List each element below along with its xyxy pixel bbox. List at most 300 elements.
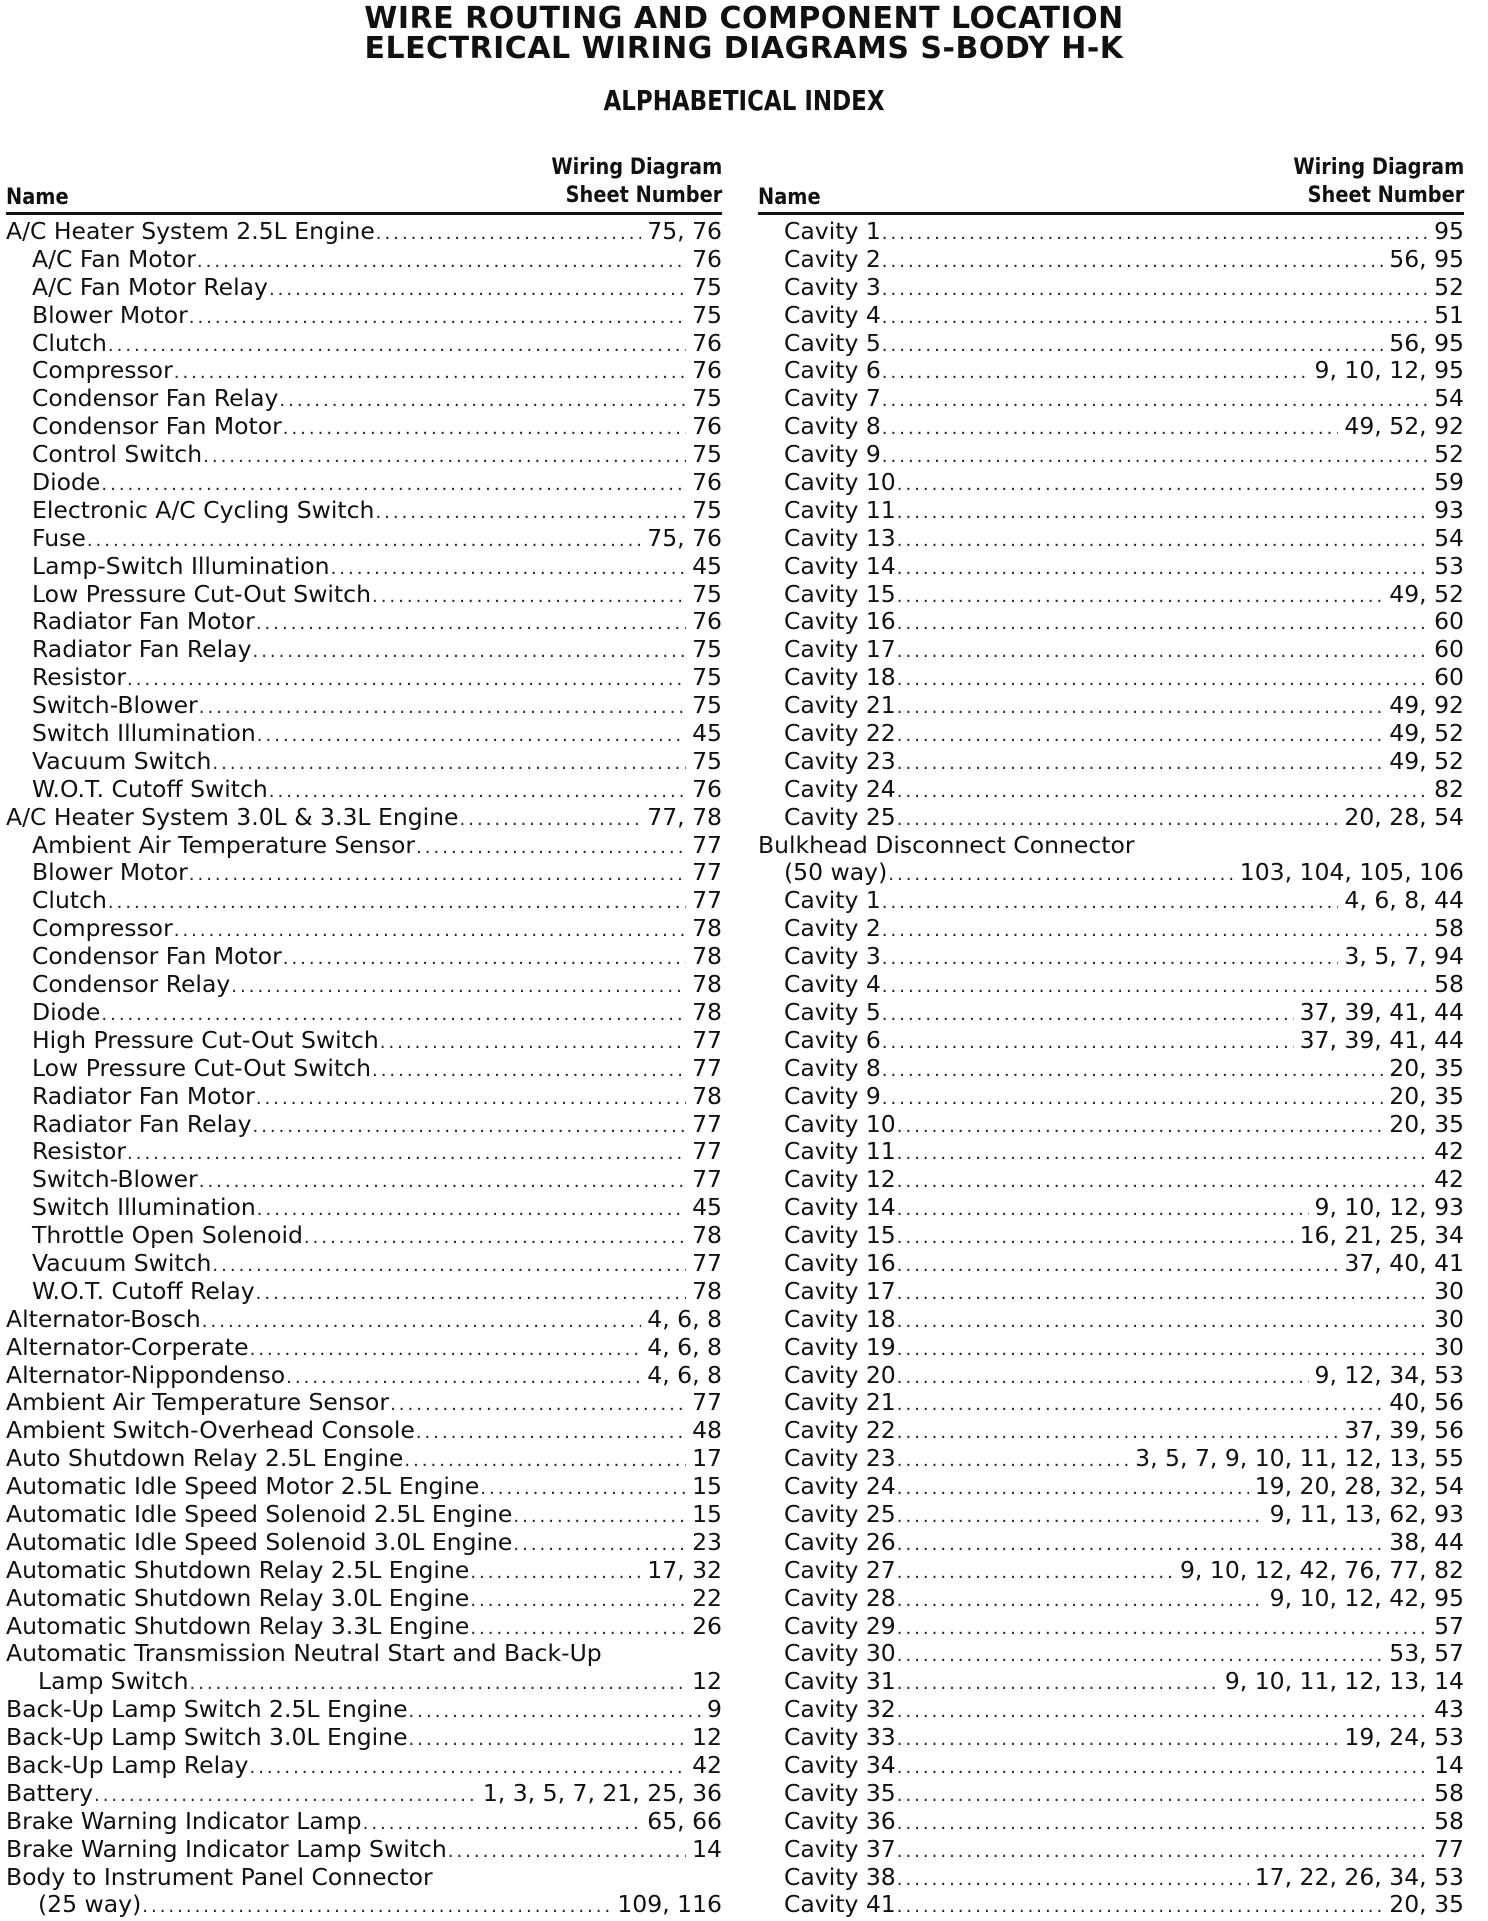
- entry-sheet-numbers: 76: [692, 356, 722, 385]
- index-entry: [758, 1891, 1464, 1919]
- dot-leader: [127, 666, 686, 694]
- entry-sheet-numbers: 76: [692, 774, 722, 803]
- entry-sheet-numbers: 76: [692, 607, 722, 636]
- entry-sheet-numbers: 77: [1434, 1834, 1464, 1863]
- index-entry: [758, 636, 1464, 664]
- sheet-number-column-heading: [551, 154, 722, 210]
- index-entry: [758, 413, 1464, 441]
- dot-leader: [189, 861, 686, 889]
- name-column-heading: Name: [6, 185, 69, 210]
- entry-name: Cavity 38: [784, 1862, 896, 1891]
- entry-name: Cavity 3: [784, 942, 881, 971]
- entry-name: Electronic A/C Cycling Switch: [32, 495, 375, 524]
- entry-sheet-numbers: 9: [707, 1695, 722, 1724]
- entry-sheet-numbers: 38, 44: [1389, 1527, 1464, 1556]
- index-entry: [6, 943, 722, 971]
- index-entry: [758, 246, 1464, 274]
- entry-sheet-numbers: 60: [1434, 663, 1464, 692]
- index-entry: [758, 1306, 1464, 1334]
- entry-sheet-numbers: 75: [692, 272, 722, 301]
- entry-name: Cavity 26: [784, 1527, 896, 1556]
- entry-sheet-numbers: 20, 35: [1389, 1053, 1464, 1082]
- entry-sheet-numbers: 77: [692, 1248, 722, 1277]
- dot-leader: [257, 722, 686, 750]
- index-entry: [758, 441, 1464, 469]
- entry-sheet-numbers: 4, 6, 8, 44: [1344, 886, 1464, 915]
- dot-leader: [897, 1642, 1384, 1670]
- entry-name: Cavity 28: [784, 1583, 896, 1612]
- entry-sheet-numbers: 20, 35: [1389, 1890, 1464, 1919]
- index-entry: [6, 385, 722, 413]
- entry-sheet-numbers: 19, 20, 28, 32, 54: [1254, 1472, 1464, 1501]
- dot-leader: [897, 1168, 1428, 1196]
- dot-leader: [256, 610, 686, 638]
- entry-name: Low Pressure Cut-Out Switch: [32, 579, 371, 608]
- page-title-line-2: ELECTRICAL WIRING DIAGRAMS S-BODY H-K: [364, 31, 1124, 66]
- index-entry: [6, 469, 722, 497]
- dot-leader: [897, 583, 1384, 611]
- index-entry: [6, 553, 722, 581]
- dot-leader: [375, 499, 686, 527]
- entry-name: Ambient Switch-Overhead Console: [6, 1416, 415, 1445]
- right-entry-list: [758, 218, 1464, 1919]
- entry-sheet-numbers: 77: [692, 1053, 722, 1082]
- entry-name: Alternator-Bosch: [6, 1304, 201, 1333]
- index-entry: [758, 1055, 1464, 1083]
- dot-leader: [470, 1559, 641, 1587]
- entry-sheet-numbers: 53: [1434, 551, 1464, 580]
- dot-leader: [249, 1754, 686, 1782]
- index-entry: [6, 692, 722, 720]
- entry-sheet-numbers: 16, 21, 25, 34: [1299, 1221, 1464, 1250]
- index-entry: [758, 1752, 1464, 1780]
- dot-leader: [882, 945, 1339, 973]
- index-entry: [758, 1585, 1464, 1613]
- index-entry: [6, 497, 722, 525]
- entry-sheet-numbers: 17, 22, 26, 34, 53: [1254, 1862, 1464, 1891]
- dot-leader: [882, 973, 1428, 1001]
- entry-name: Cavity 9: [784, 1081, 881, 1110]
- index-entry: [6, 1111, 722, 1139]
- entry-name: Condensor Relay: [32, 970, 231, 999]
- header-rule: [6, 212, 722, 215]
- entry-sheet-numbers: 4, 6, 8: [647, 1304, 722, 1333]
- entry-name: Cavity 4: [784, 970, 881, 999]
- entry-name: Cavity 2: [784, 244, 881, 273]
- index-entry: [6, 218, 722, 246]
- index-entry: [6, 1808, 722, 1836]
- entry-name: Cavity 18: [784, 1304, 896, 1333]
- dot-leader: [897, 471, 1428, 499]
- entry-sheet-numbers: 57: [1434, 1611, 1464, 1640]
- index-entry: [758, 915, 1464, 943]
- entry-sheet-numbers: 82: [1434, 774, 1464, 803]
- entry-name: Cavity 11: [784, 1137, 896, 1166]
- entry-sheet-numbers: 77: [692, 886, 722, 915]
- entry-name: Cavity 8: [784, 1053, 881, 1082]
- entry-sheet-numbers: 48: [692, 1416, 722, 1445]
- index-entry: [758, 385, 1464, 413]
- index-entry: [6, 1055, 722, 1083]
- entry-sheet-numbers: 37, 40, 41: [1344, 1248, 1464, 1277]
- index-entry: [758, 1864, 1464, 1892]
- entry-sheet-numbers: 9, 10, 12, 42, 76, 77, 82: [1179, 1555, 1464, 1584]
- entry-name: Condensor Fan Motor: [32, 942, 282, 971]
- index-entry: [758, 469, 1464, 497]
- entry-name: Cavity 16: [784, 607, 896, 636]
- index-entry: [6, 887, 722, 915]
- index-entry: [758, 525, 1464, 553]
- entry-name: Vacuum Switch: [32, 746, 212, 775]
- sheet-heading-line-2: Sheet Number: [1307, 183, 1464, 208]
- entry-name: Cavity 25: [784, 1499, 896, 1528]
- index-entry: [6, 636, 722, 664]
- index-entry: [758, 330, 1464, 358]
- index-entry: [758, 1640, 1464, 1668]
- entry-name: Cavity 8: [784, 412, 881, 441]
- index-entry: [758, 497, 1464, 525]
- index-entry: [758, 1557, 1464, 1585]
- dot-leader: [380, 1029, 686, 1057]
- index-entry: [758, 971, 1464, 999]
- index-entry: [6, 748, 722, 776]
- index-entry: [6, 1194, 722, 1222]
- entry-name: Automatic Idle Speed Motor 2.5L Engine: [6, 1472, 480, 1501]
- entry-name: Cavity 20: [784, 1360, 896, 1389]
- dot-leader: [897, 722, 1384, 750]
- dot-leader: [363, 1810, 642, 1838]
- entry-name: Cavity 13: [784, 523, 896, 552]
- index-entry: [6, 1166, 722, 1194]
- entry-sheet-numbers: 26: [692, 1611, 722, 1640]
- dot-leader: [897, 1670, 1219, 1698]
- right-index-column: [758, 150, 1464, 1919]
- entry-name: Radiator Fan Relay: [32, 635, 252, 664]
- entry-name: Cavity 1: [784, 886, 881, 915]
- entry-sheet-numbers: 65, 66: [647, 1806, 722, 1835]
- entry-name: Diode: [32, 468, 101, 497]
- entry-name: Fuse: [32, 523, 86, 552]
- entry-sheet-numbers: 49, 52: [1389, 746, 1464, 775]
- dot-leader: [897, 1196, 1309, 1224]
- index-entry: [758, 887, 1464, 915]
- entry-sheet-numbers: 1, 3, 5, 7, 21, 25, 36: [482, 1778, 722, 1807]
- dot-leader: [416, 1419, 686, 1447]
- index-entry: [6, 581, 722, 609]
- dot-leader: [882, 332, 1383, 360]
- dot-leader: [372, 1057, 686, 1085]
- entry-name: Diode: [32, 997, 101, 1026]
- entry-name: Alternator-Corperate: [6, 1332, 249, 1361]
- entry-sheet-numbers: 14: [1434, 1750, 1464, 1779]
- index-entry: [6, 1780, 722, 1808]
- entry-sheet-numbers: 9, 10, 11, 12, 13, 14: [1224, 1667, 1464, 1696]
- entry-name: Cavity 11: [784, 495, 896, 524]
- entry-sheet-numbers: 56, 95: [1389, 328, 1464, 357]
- dot-leader: [897, 1587, 1264, 1615]
- entry-name: Cavity 3: [784, 272, 881, 301]
- index-entry: [6, 1027, 722, 1055]
- index-entry: [6, 1724, 722, 1752]
- entry-sheet-numbers: 93: [1434, 495, 1464, 524]
- index-entry: [758, 748, 1464, 776]
- entry-sheet-numbers: 45: [692, 1193, 722, 1222]
- entry-sheet-numbers: 3, 5, 7, 94: [1344, 942, 1464, 971]
- dot-leader: [202, 1308, 641, 1336]
- entry-name: Automatic Shutdown Relay 2.5L Engine: [6, 1555, 470, 1584]
- index-entry: [6, 1529, 722, 1557]
- entry-name: Cavity 6: [784, 356, 881, 385]
- dot-leader: [897, 1559, 1174, 1587]
- dot-leader: [897, 527, 1428, 555]
- entry-name: Back-Up Lamp Relay: [6, 1750, 249, 1779]
- entry-name: Cavity 5: [784, 328, 881, 357]
- dot-leader: [882, 1001, 1294, 1029]
- entry-sheet-numbers: 45: [692, 719, 722, 748]
- dot-leader: [897, 1893, 1384, 1921]
- entry-sheet-numbers: 78: [692, 1276, 722, 1305]
- entry-name: Switch Illumination: [32, 1193, 256, 1222]
- entry-sheet-numbers: 77, 78: [647, 802, 722, 831]
- index-entry: [6, 1362, 722, 1390]
- index-entry: [6, 413, 722, 441]
- entry-name: Cavity 27: [784, 1555, 896, 1584]
- index-entry: [6, 1836, 722, 1864]
- entry-name: Cavity 2: [784, 914, 881, 943]
- index-entry: [758, 1696, 1464, 1724]
- entry-sheet-numbers: 20, 35: [1389, 1081, 1464, 1110]
- entry-sheet-numbers: 45: [692, 551, 722, 580]
- entry-sheet-numbers: 17, 32: [647, 1555, 722, 1584]
- entry-sheet-numbers: 58: [1434, 970, 1464, 999]
- dot-leader: [376, 220, 641, 248]
- dot-leader: [189, 1670, 686, 1698]
- dot-leader: [882, 220, 1428, 248]
- entry-name: Throttle Open Solenoid: [32, 1221, 303, 1250]
- entry-name: Switch-Blower: [32, 1165, 198, 1194]
- entry-sheet-numbers: 49, 52: [1389, 719, 1464, 748]
- entry-name: Blower Motor: [32, 858, 188, 887]
- entry-name: Automatic Shutdown Relay 3.3L Engine: [6, 1611, 470, 1640]
- entry-sheet-numbers: 95: [1434, 217, 1464, 245]
- entry-name: Cavity 24: [784, 774, 896, 803]
- dot-leader: [127, 1140, 686, 1168]
- dot-leader: [304, 1224, 686, 1252]
- entry-name: Control Switch: [32, 440, 203, 469]
- entry-sheet-numbers: 78: [692, 942, 722, 971]
- entry-name: Clutch: [32, 328, 107, 357]
- dot-leader: [897, 694, 1384, 722]
- dot-leader: [174, 917, 686, 945]
- dot-leader: [87, 527, 641, 555]
- index-entry: [758, 1138, 1464, 1166]
- entry-sheet-numbers: 23: [692, 1527, 722, 1556]
- index-entry: [6, 1306, 722, 1334]
- dot-leader: [882, 917, 1428, 945]
- entry-name: Cavity 17: [784, 635, 896, 664]
- dot-leader: [283, 945, 686, 973]
- dot-leader: [404, 1447, 686, 1475]
- index-entry: [6, 1222, 722, 1250]
- entry-sheet-numbers: 15: [692, 1499, 722, 1528]
- entry-name: Battery: [6, 1778, 93, 1807]
- dot-leader: [513, 1531, 686, 1559]
- entry-name: Cavity 33: [784, 1723, 896, 1752]
- index-entry: [758, 302, 1464, 330]
- dot-leader: [882, 276, 1428, 304]
- entry-sheet-numbers: 75: [692, 635, 722, 664]
- entry-sheet-numbers: 77: [692, 830, 722, 859]
- index-entry: [6, 1083, 722, 1111]
- index-entry: [758, 357, 1464, 385]
- entry-name: Cavity 15: [784, 579, 896, 608]
- entry-sheet-numbers: 76: [692, 328, 722, 357]
- entry-sheet-numbers: 75: [692, 746, 722, 775]
- sheet-heading-line-2: Sheet Number: [565, 183, 722, 208]
- dot-leader: [448, 1838, 686, 1866]
- index-entry: [758, 1166, 1464, 1194]
- entry-name: Automatic Shutdown Relay 3.0L Engine: [6, 1583, 470, 1612]
- entry-sheet-numbers: 75: [692, 440, 722, 469]
- entry-name: Resistor: [32, 663, 126, 692]
- entry-name: Cavity 10: [784, 1109, 896, 1138]
- entry-name: Blower Motor: [32, 300, 188, 329]
- entry-name: Compressor: [32, 914, 173, 943]
- entry-sheet-numbers: 77: [692, 1388, 722, 1417]
- entry-name: W.O.T. Cutoff Switch: [32, 774, 268, 803]
- dot-leader: [897, 1113, 1384, 1141]
- dot-leader: [470, 1587, 686, 1615]
- dot-leader: [94, 1782, 477, 1810]
- entry-sheet-numbers: 77: [692, 858, 722, 887]
- index-entry: [758, 664, 1464, 692]
- entry-name: Bulkhead Disconnect Connector: [758, 830, 1135, 859]
- entry-sheet-numbers: 49, 52, 92: [1344, 412, 1464, 441]
- entry-name: Brake Warning Indicator Lamp: [6, 1806, 362, 1835]
- entry-sheet-numbers: 58: [1434, 914, 1464, 943]
- header-rule: [758, 212, 1464, 215]
- index-entry: [758, 608, 1464, 636]
- entry-name: Cavity 6: [784, 1025, 881, 1054]
- index-entry: [6, 720, 722, 748]
- index-entry: [758, 1250, 1464, 1278]
- entry-sheet-numbers: 60: [1434, 607, 1464, 636]
- entry-name: Back-Up Lamp Switch 2.5L Engine: [6, 1695, 408, 1724]
- entry-name: Cavity 37: [784, 1834, 896, 1863]
- entry-name: Cavity 23: [784, 1444, 896, 1473]
- dot-leader: [897, 1838, 1428, 1866]
- dot-leader: [231, 973, 686, 1001]
- entry-sheet-numbers: 58: [1434, 1806, 1464, 1835]
- entry-name: Cavity 5: [784, 997, 881, 1026]
- sheet-heading-line-1: Wiring Diagram: [551, 155, 722, 180]
- entry-sheet-numbers: 75: [692, 495, 722, 524]
- entry-sheet-numbers: 4, 6, 8: [647, 1360, 722, 1389]
- entry-sheet-numbers: 14: [692, 1834, 722, 1863]
- dot-leader: [882, 1057, 1383, 1085]
- index-entry: [758, 1473, 1464, 1501]
- entry-name: Cavity 30: [784, 1639, 896, 1668]
- index-entry: [6, 1501, 722, 1529]
- entry-sheet-numbers: 58: [1434, 1778, 1464, 1807]
- dot-leader: [269, 778, 686, 806]
- dot-leader: [897, 610, 1428, 638]
- left-column-header: [6, 150, 722, 212]
- entry-sheet-numbers: 53, 57: [1389, 1639, 1464, 1668]
- entry-sheet-numbers: 76: [692, 244, 722, 273]
- entry-sheet-numbers: 51: [1434, 300, 1464, 329]
- index-entry: [758, 1278, 1464, 1306]
- dot-leader: [390, 1391, 686, 1419]
- dot-leader: [212, 750, 686, 778]
- index-entry: [758, 1613, 1464, 1641]
- entry-sheet-numbers: 9, 12, 34, 53: [1314, 1360, 1464, 1389]
- index-entry: [758, 581, 1464, 609]
- index-entry: [6, 357, 722, 385]
- entry-name: Cavity 14: [784, 1193, 896, 1222]
- dot-leader: [882, 889, 1339, 917]
- dot-leader: [897, 1252, 1339, 1280]
- dot-leader: [203, 443, 686, 471]
- entry-sheet-numbers: 75: [692, 579, 722, 608]
- dot-leader: [108, 889, 686, 917]
- entry-name: Cavity 15: [784, 1221, 896, 1250]
- entry-name: Vacuum Switch: [32, 1248, 212, 1277]
- index-entry: [6, 1250, 722, 1278]
- entry-sheet-numbers: 75: [692, 691, 722, 720]
- entry-sheet-numbers: 54: [1434, 384, 1464, 413]
- entry-sheet-numbers: 37, 39, 56: [1344, 1416, 1464, 1445]
- index-entry: [758, 1027, 1464, 1055]
- entry-sheet-numbers: 75: [692, 663, 722, 692]
- index-entry: [758, 1836, 1464, 1864]
- index-entry: [6, 1585, 722, 1613]
- dot-leader: [897, 1364, 1309, 1392]
- dot-leader: [897, 1810, 1428, 1838]
- entry-sheet-numbers: 20, 28, 54: [1344, 802, 1464, 831]
- dot-leader: [897, 555, 1428, 583]
- dot-leader: [882, 248, 1383, 276]
- dot-leader: [897, 1280, 1428, 1308]
- entry-name: Cavity 16: [784, 1248, 896, 1277]
- entry-name: Switch Illumination: [32, 719, 256, 748]
- entry-sheet-numbers: 75, 76: [647, 217, 722, 245]
- left-entry-list: [6, 218, 722, 1919]
- dot-leader: [142, 1893, 611, 1921]
- sheet-heading-line-1: Wiring Diagram: [1293, 155, 1464, 180]
- dot-leader: [897, 666, 1428, 694]
- dot-leader: [882, 1085, 1383, 1113]
- entry-sheet-numbers: 59: [1434, 468, 1464, 497]
- entry-name: A/C Fan Motor Relay: [32, 272, 268, 301]
- entry-sheet-numbers: 77: [692, 1025, 722, 1054]
- dot-leader: [101, 1001, 686, 1029]
- index-entry: [6, 776, 722, 804]
- dot-leader: [409, 1726, 687, 1754]
- index-entry: [6, 441, 722, 469]
- entry-sheet-numbers: 78: [692, 970, 722, 999]
- entry-sheet-numbers: 42: [692, 1750, 722, 1779]
- dot-leader: [372, 583, 686, 611]
- entry-sheet-numbers: 78: [692, 1221, 722, 1250]
- left-index-column: [6, 150, 722, 1919]
- dot-leader: [882, 415, 1339, 443]
- entry-sheet-numbers: 30: [1434, 1304, 1464, 1333]
- dot-leader: [897, 1698, 1428, 1726]
- dot-leader: [897, 1726, 1339, 1754]
- dot-leader: [269, 276, 686, 304]
- entry-name: Radiator Fan Motor: [32, 1081, 255, 1110]
